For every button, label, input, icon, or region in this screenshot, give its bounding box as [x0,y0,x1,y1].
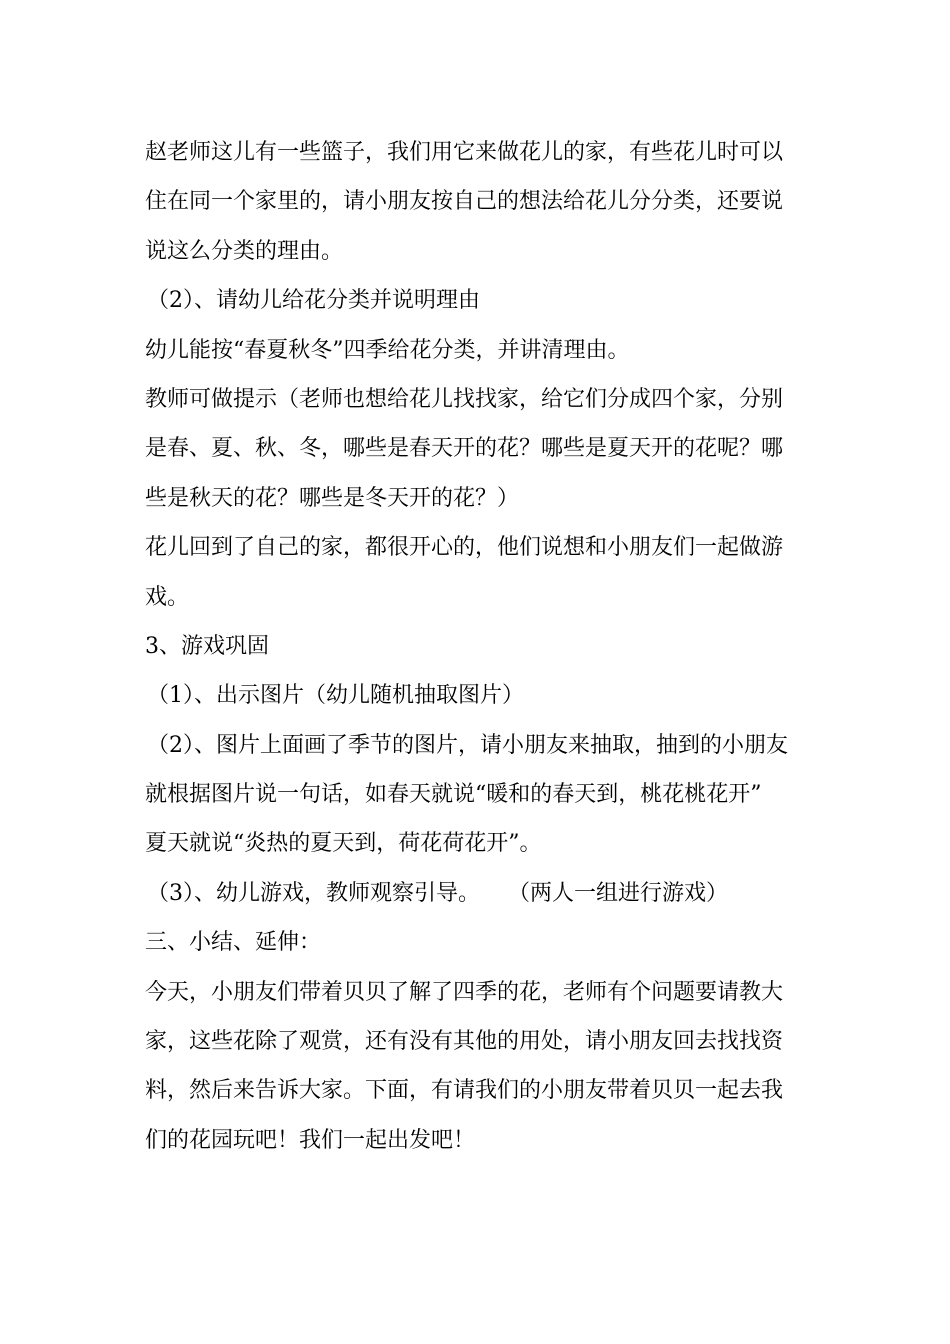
text-line: 戏。 [145,584,190,610]
text-line: 住在同一个家里的，请小朋友按自己的想法给花儿分分类，还要说 [145,189,784,215]
text-line: （2）、请幼儿给花分类并说明理由 [147,288,480,314]
text-line: （1）、出示图片（幼儿随机抽取图片） [147,683,524,709]
text-line: 家，这些花除了观赏，还有没有其他的用处，请小朋友回去找找资 [145,1029,784,1055]
text-line: 些是秋天的花？哪些是冬天开的花？） [145,485,520,511]
section-heading: 三、小结、延伸： [145,930,322,956]
text-line: 花儿回到了自己的家，都很开心的，他们说想和小朋友们一起做游 [145,535,784,561]
document-body [145,128,815,1165]
text-line: 们的花园玩吧！我们一起出发吧！ [145,1127,476,1153]
text-line: 赵老师这儿有一些篮子，我们用它来做花儿的家，有些花儿时可以 [145,140,784,165]
text-line: 说这么分类的理由。 [145,238,344,264]
text-line: 夏天就说“炎热的夏天到，荷花荷花开”。 [145,831,542,857]
text-line: 是春、夏、秋、冬，哪些是春天开的花？哪些是夏天开的花呢？哪 [145,436,784,462]
text-line: 料，然后来告诉大家。下面，有请我们的小朋友带着贝贝一起去我 [145,1078,784,1104]
text-line: 今天，小朋友们带着贝贝了解了四季的花，老师有个问题要请教大 [145,979,784,1005]
text-line: （3）、幼儿游戏，教师观察引导。 （两人一组进行游戏） [147,880,728,906]
text-line: 教师可做提示（老师也想给花儿找找家，给它们分成四个家，分别 [145,386,784,412]
section-heading: 3、游戏巩固 [145,633,269,659]
text-line: 就根据图片说一句话，如春天就说“暖和的春天到，桃花桃花开” [145,782,762,808]
text-line: 幼儿能按“春夏秋冬”四季给花分类，并讲清理由。 [145,337,630,363]
text-line: （2）、图片上面画了季节的图片，请小朋友来抽取，抽到的小朋友 [147,732,788,758]
